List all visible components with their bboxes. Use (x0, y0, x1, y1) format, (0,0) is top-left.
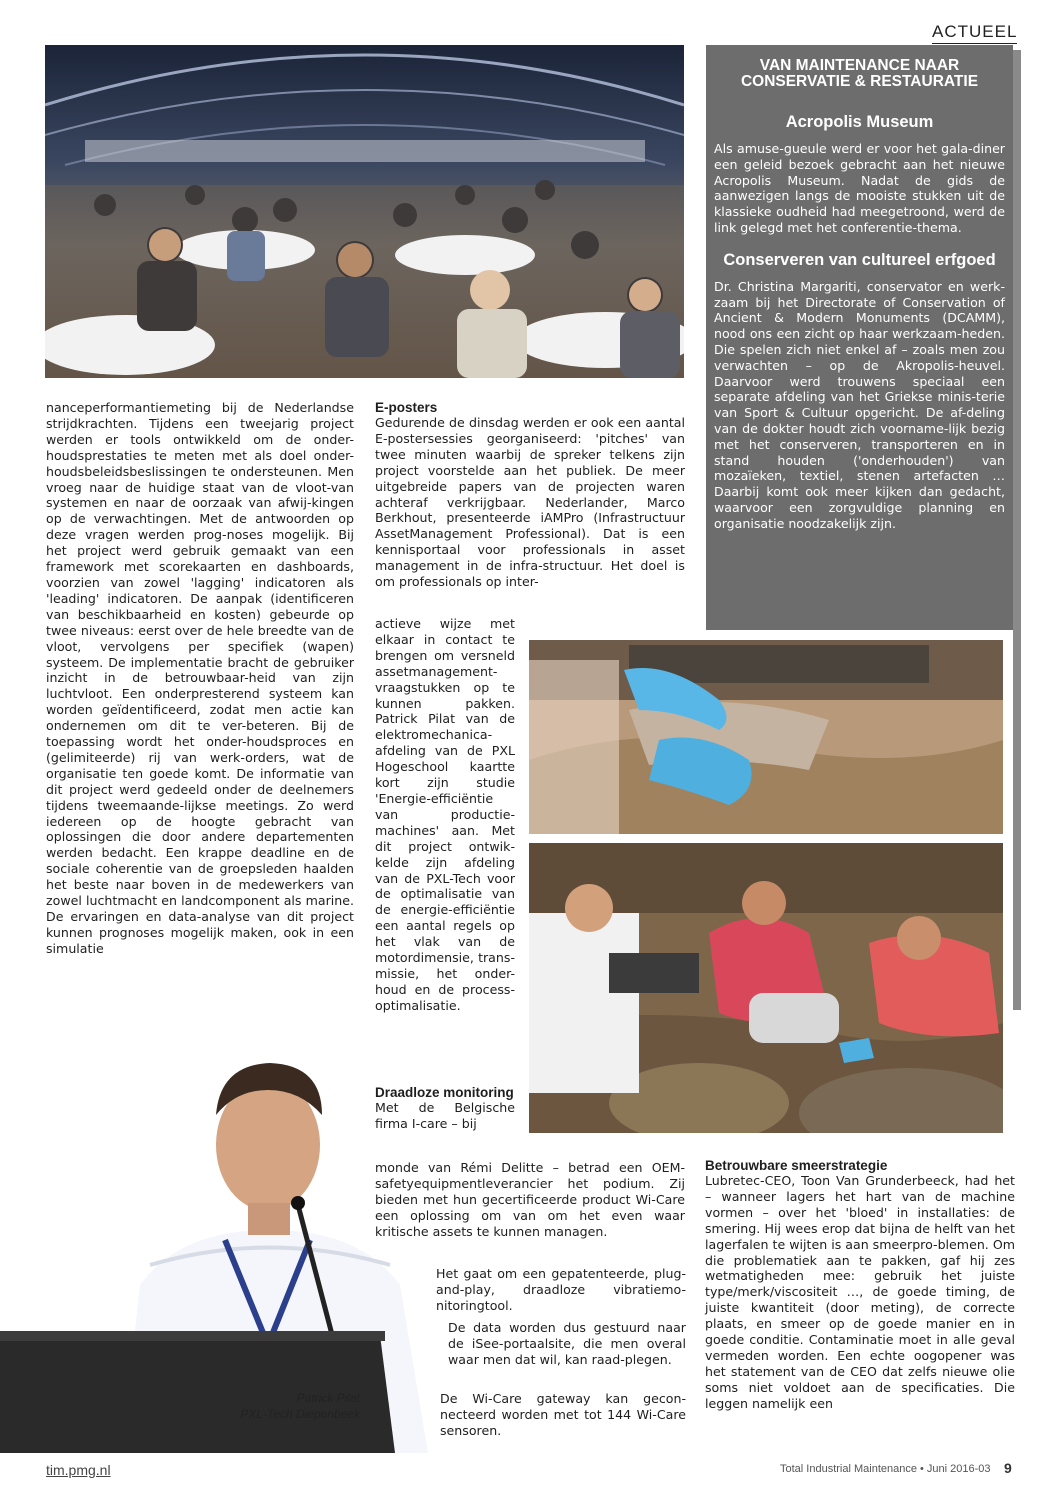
draadloze-block (375, 1085, 515, 1132)
sidebar-paragraph-conserveren: Dr. Christina Margariti, conservator en werk-zaam bij het Directorate of Conservation of Ancient & Modern Monuments (DCAMM), nood ons een zicht op haar werkzaam-heden. Die spelen zich niet enkel af – zoals men zou verwachten – op de Akropolis-heuvel. Daarvoor werd trouwens speciaal een separate afdeling van het Griekse minis-terie van Sport & Cultuur opgericht. De af-deling van de dokter houdt zich voorname-lijk bezig met het conserveren, transporteren en in stand houden ('onderhouden') van mozaïeken, textiel, stenen artefacten … Daarbij komt ook meer kijken dan gedacht, waarvoor een zorgvuldige planning en organisatie noodzakelijk zijn. (714, 278, 1005, 531)
draadloze-paragraph: monde van Rémi Delitte – betrad een OEM-safetyequipmentleverancier het podium. Zij bieden met hun gecertificeerde product Wi-Care een oplossing om van om het even waar kritische assets te kunnen managen. (375, 1160, 685, 1239)
column-1-paragraph: nanceperformantiemeting bij de Nederlandse strijdkrachten. Tijdens een tweejarig project werden er tools ontwikkeld om de onder-houdsprestaties te meten met als doel onder-houdsbeleidsbeslissingen te ondersteunen. Men vroeg naar de huidige staat van de vloot-van systemen en naar de oorzaak van afwij-kingen op de verwachtingen. Met de antwoorden op deze vragen werden prog-noses mogelijk. Bij het project werd gebruik gemaakt van een framework met scorekaarten en dashboards, voorzien van zowel 'lagging' indicatoren als 'leading' indicatoren. De aanpak (identificeren van beschikbaarheid en kosten) gebeurde op twee niveaus: eerst over de hele breedte van de vloot, vervolgens per specifiek (wapen) systeem. De implementatie bracht de gebruiker inzicht in de betrouwbaar-heid van zijn luchtvloot. Een onderpresterend systeem kan worden geïdentificeerd, zodat men actie kan ondernemen om dit te ver-beteren. Bij de toepassing wordt het onder-houdsproces en (gelimiteerde) rij van werk-orders, wat de organisatie ten goede komt. De informatie van dit project werd gedeeld onder de deelnemers tijdens tweemaande-lijkse meetings. Zo werd iedereen op de hoogte gebracht van oplossingen die door andere departementen werden bedacht. Een krappe deadline en de sociale coherentie van de groepsleden haalden het beste naar boven in de medewerkers van zowel luchtmacht en landcomponent als marine. De ervaringen en data-analyse van dit project kunnen prognoses mogelijk maken, ook in een simulatie (46, 400, 354, 956)
heading-e-posters: E-posters (375, 400, 438, 415)
sidebar-heading-acropolis: Acropolis Museum (785, 113, 934, 131)
smeerstrategie-paragraph: Lubretec-CEO, Toon Van Grunderbeeck, had het – wanneer lagers het hart van de machine vormen – over het 'bloed' in installaties: de smering. Hij wees erop dat bijna de helft van het lagerfalen te wijten is aan smeerpro-blemen. Om die problematiek aan te pakken, gaf hij zes wetmatigheden mee: gebruik het juiste type/merk/viscositeit …, de goede timing, de juiste kwantiteit (door meting), de correcte plaats, en smeer op de goede manier en in goede conditie. Contaminatie moet in alle geval vermeden worden. Een echte oogopener was het statement van de CEO dat zelfs nieuwe olie soms niet voldoet aan de specificaties. Die leggen namelijk een (705, 1173, 1015, 1411)
caption-name: Patrick Pilat (296, 1391, 360, 1405)
sidebar-paragraph-acropolis: Als amuse-gueule werd er voor het gala-diner een geleid bezoek gebracht aan het nieuwe Acropolis Museum. Nadat de gids de aanwezigen langs de mooiste stukken uit de klassieke oudheid had meegetroond, werd de link gelegd met het conferentie-thema. (714, 141, 1005, 235)
footer-page-number: 9 (1004, 1460, 1012, 1476)
caption-org: PXL-Tech Diepenbeek (240, 1407, 360, 1421)
heading-draadloze-monitoring: Draadloze monitoring (375, 1085, 514, 1100)
heading-smeerstrategie: Betrouwbare smeerstrategie (705, 1158, 888, 1173)
e-posters-paragraph-continued: actieve wijze met elkaar in contact te brengen om versneld assetmanagement-vraagstukken op te kunnen pakken. Patrick Pilat van de elektromechanica-afdeling van de PXL Hogeschool kaartte kort zijn studie 'Energie-efficiëntie van productie-machines' aan. Met dit project ontwik-kelde zijn afdeling van de PXL-Tech voor de optimalisatie van de energie-efficiëntie een aantal regels op het vlak van de motordimensie, trans-missie, het onder-houd en de process-optimalisatie. (375, 616, 515, 1013)
column-3 (705, 1158, 1015, 1412)
sidebar-shadow (1013, 50, 1021, 1010)
footer-site-link[interactable]: tim.pmg.nl (46, 1462, 111, 1478)
sidebar-content (714, 58, 1005, 532)
column-2 (375, 400, 685, 590)
wi-care-paragraph-3: De Wi-Care gateway kan gecon-necteerd worden met tot 144 Wi-Care sensoren. (440, 1391, 686, 1438)
footer-magazine: Total Industrial Maintenance • Juni 2016-03 (780, 1463, 991, 1475)
wi-care-paragraph-2: De data worden dus gestuurd naar de iSee-portaalsite, die men overal waar men dat wil, kan raad-plegen. (448, 1320, 686, 1367)
conservation-hands-photo (529, 640, 1003, 834)
conference-audience-photo (45, 45, 684, 378)
archaeologists-photo (529, 843, 1003, 1133)
sidebar-title: VAN MAINTENANCE NAAR CONSERVATIE & RESTAURATIE (740, 57, 979, 90)
speaker-caption (140, 1390, 360, 1422)
e-posters-paragraph: Gedurende de dinsdag werden er ook een aantal E-postersessies georganiseerd: 'pitches' van twee minuten waarbij de spreker telkens zijn project voorstelde aan het publiek. De meer uitgebreide papers van de projecten waren achteraf verkrijgbaar. Nederlander, Marco Berkhout, presenteerde iAMPro (Infrastructuur AssetManagement Professional). Dat is een kennisportaal voor professionals in asset management in de infra-structuur. Het doel is om professionals op inter- (375, 415, 685, 590)
wi-care-paragraph-1: Het gaat om een gepatenteerde, plug-and-play, draadloze vibratiemo-nitoringtool. (436, 1266, 686, 1313)
sidebar-heading-conserveren: Conserveren van cultureel erfgoed (723, 250, 996, 269)
draadloze-paragraph-start: Met de Belgische firma I-care – bij (375, 1100, 515, 1131)
section-label: ACTUEEL (932, 22, 1017, 44)
